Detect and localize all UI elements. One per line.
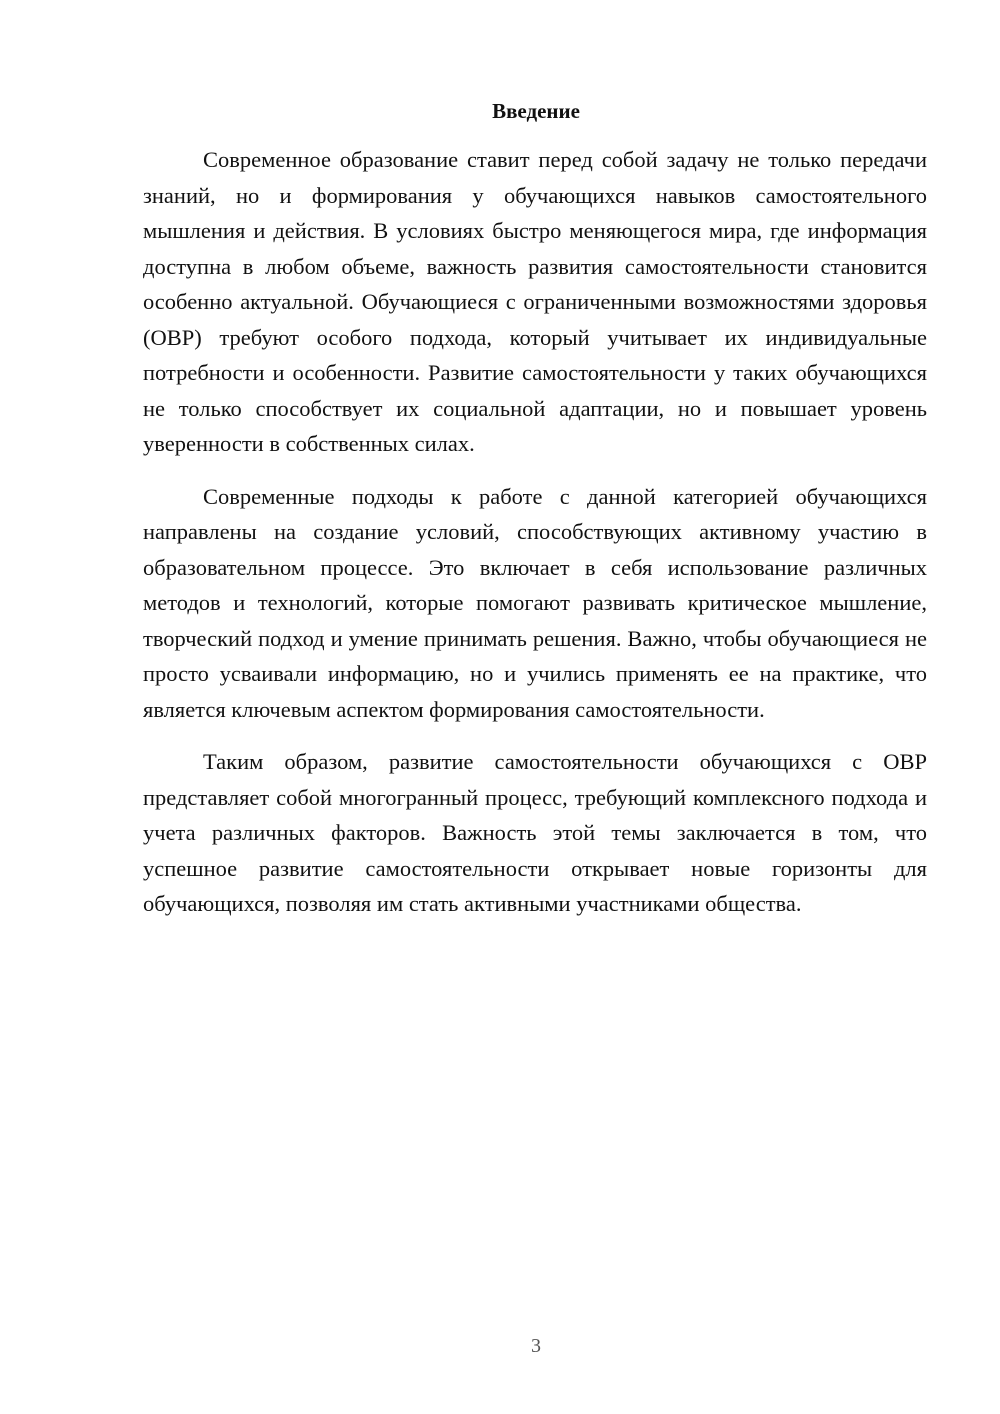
body-text xyxy=(143,142,927,922)
paragraph-3: Таким образом, развитие самостоятельности обучающихся с ОВР представляет собой многогранный процесс, требующий комплексного подхода и учета различных факторов. Важность этой темы заключается в том, что успешное развитие самостоятельности открывает новые горизонты для обучающихся, позволяя им стать активными участниками общества. xyxy=(143,749,927,916)
paragraph-2: Современные подходы к работе с данной категорией обучающихся направлены на создание условий, способствующих активному участию в образовательном процессе. Это включает в себя использование различных методов и технологий, которые помогают развивать критическое мышление, творческий подход и умение принимать решения. Важно, чтобы обучающиеся не просто усваивали информацию, но и учились применять ее на практике, что является ключевым аспектом формирования самостоятельности. xyxy=(143,483,927,722)
paragraph-1: Современное образование ставит перед собой задачу не только передачи знаний, но и формирования у обучающихся навыков самостоятельного мышления и действия. В условиях быстро меняющегося мира, где информация доступна в любом объеме, важность развития самостоятельности становится особенно актуальной. Обучающиеся с ограниченными возможностями здоровья (ОВР) требуют особого подхода, который учитывает их индивидуальные потребности и особенности. Развитие самостоятельности у таких обучающихся не только способствует их социальной адаптации, но и повышает уровень уверенности в собственных силах. xyxy=(143,147,927,456)
page-number: 3 xyxy=(531,1335,541,1357)
section-title: Введение xyxy=(492,99,580,123)
